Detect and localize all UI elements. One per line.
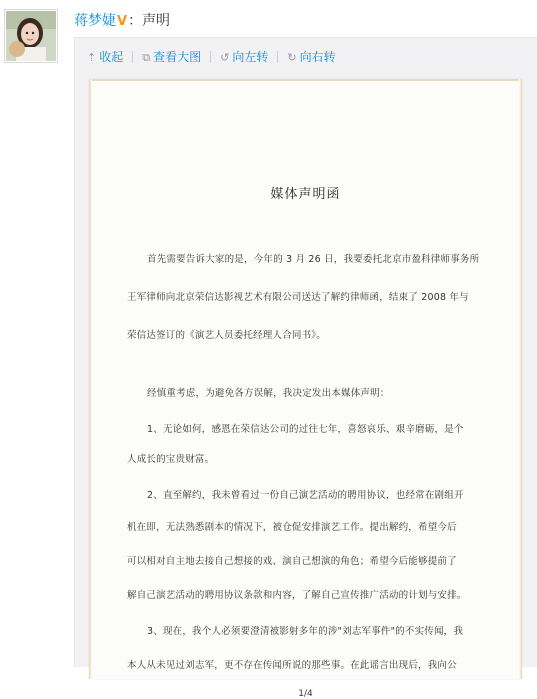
document-line: 1、无论如何，感恩在荣信达公司的过往七年，喜怒哀乐、艰辛磨砺，是个 [147, 424, 464, 435]
view-large-label: 查看大图 [153, 50, 202, 64]
user-name-link[interactable]: 蒋梦婕 [74, 13, 116, 29]
collapse-button[interactable] [87, 48, 123, 67]
document-line: 荣信达签订的《演艺人员委托经理人合同书》。 [127, 330, 326, 341]
avatar-image [6, 11, 56, 61]
rotate-left-button[interactable] [220, 48, 268, 67]
rotate-left-label: 向左转 [232, 50, 269, 64]
verified-badge-icon: V [117, 14, 128, 29]
document-line: 王军律师向北京荣信达影视艺术有限公司送达了解约律师函，结束了 2008 年与 [127, 292, 469, 303]
document-line: 本人从未见过刘志军，更不存在传闻所说的那些事。在此谣言出现后，我向公 [127, 660, 457, 671]
rotate-right-label: 向右转 [299, 50, 336, 64]
avatar[interactable] [4, 9, 58, 63]
paper-edge [89, 79, 522, 81]
image-toolbar [87, 48, 336, 66]
post-separator: ： [128, 13, 143, 29]
rotate-right-icon: ↻ [287, 51, 297, 64]
document-line: 首先需要告诉大家的是，今年的 3 月 26 日，我要委托北京市盈科律师事务所 [147, 254, 480, 265]
document-line: 人成长的宝贵财富。 [127, 454, 215, 465]
paper-edge [89, 79, 92, 679]
image-viewer-panel [74, 37, 537, 699]
page-number: 1/4 [298, 689, 313, 699]
toolbar-divider [277, 51, 278, 63]
document-line: 可以相对自主地去接自己想接的戏、演自己想演的角色；希望今后能够提前了 [127, 556, 457, 567]
external-link-icon: ⧉ [142, 51, 151, 64]
collapse-label: 收起 [99, 50, 124, 64]
document-line: 经慎重考虑，为避免各方误解，我决定发出本媒体声明： [147, 388, 390, 399]
view-large-button[interactable] [142, 48, 201, 67]
post-header [74, 10, 170, 32]
arrow-up-icon: ⇡ [87, 51, 97, 64]
document-line: 解自己演艺活动的聘用协议条款和内容，了解自己宣传推广活动的计划与安排。 [127, 590, 467, 601]
rotate-right-button[interactable] [287, 48, 335, 67]
document-line: 2、直至解约，我未曾看过一份自己演艺活动的聘用协议，也经常在剧组开 [147, 490, 464, 501]
document-line: 机在即，无法熟悉剧本的情况下，被仓促安排演艺工作。提出解约，希望今后 [127, 522, 457, 533]
toolbar-divider [132, 51, 133, 63]
post-text: 声明 [142, 13, 171, 29]
document-line: 3、现在，我个人必须要澄清被影射多年的涉"刘志军事件"的不实传闻，我 [147, 626, 464, 637]
rotate-left-icon: ↺ [220, 51, 230, 64]
toolbar-divider [210, 51, 211, 63]
document-image[interactable] [89, 79, 522, 699]
paper-edge [519, 79, 522, 679]
document-title: 媒体声明函 [270, 187, 341, 202]
